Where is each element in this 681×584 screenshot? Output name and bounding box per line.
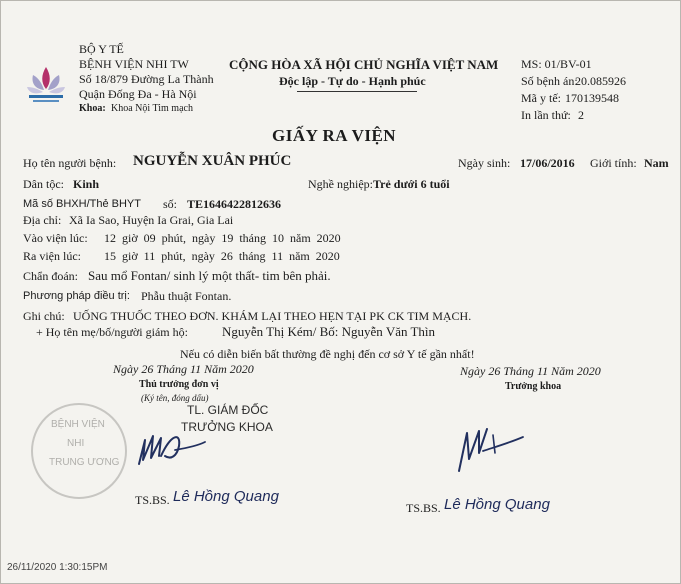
country-motto: Độc lập - Tự do - Hạnh phúc (279, 74, 426, 88)
form-code: MS: 01/BV-01 (521, 57, 592, 71)
left-title-line2: TRƯỞNG KHOA (181, 420, 273, 434)
stamp-line-3: TRUNG ƯƠNG (49, 457, 120, 468)
dob-value: 17/06/2016 (520, 156, 575, 170)
address-value: Xã Ia Sao, Huyện Ia Grai, Gia Lai (69, 213, 234, 227)
left-sign-role: Thủ trưởng đơn vị (139, 379, 219, 390)
stamp-line-2: NHI (67, 438, 85, 449)
guardian-label: + Họ tên mẹ/bố/người giám hộ: (36, 325, 188, 339)
left-signature-icon (131, 426, 211, 481)
note-label: Ghi chú: (23, 309, 65, 323)
print-timestamp: 26/11/2020 1:30:15PM (7, 562, 108, 573)
note-value: UỐNG THUỐC THEO ĐƠN. KHÁM LẠI THEO HẸN TẠI PK CK TIM MẠCH. (73, 309, 472, 323)
country-title: CỘNG HÒA XÃ HỘI CHỦ NGHĨA VIỆT NAM (229, 57, 499, 72)
sex-label: Giới tính: (590, 156, 637, 170)
document-title: GIẤY RA VIỆN (272, 126, 397, 145)
hospital-stamp (31, 403, 127, 499)
hospital-address-line2: Quận Đống Đa - Hà Nội (79, 87, 197, 101)
left-signer-name: Lê Hồng Quang (173, 488, 279, 505)
print-count: 2 (578, 108, 584, 122)
discharge-value: 15 giờ 11 phút, ngày 26 tháng 11 năm 2020 (104, 249, 340, 263)
insurance-prefix: số: (163, 197, 178, 211)
record-number-label: Số bệnh án: (521, 74, 578, 88)
left-signer-prefix: TS.BS. (135, 493, 170, 507)
hospital-address-line1: Số 18/879 Đường La Thành (79, 72, 214, 86)
discharge-label: Ra viện lúc: (23, 249, 81, 263)
advice-text: Nếu có diễn biến bất thường đề nghị đến cơ sở Y tế gần nhất! (180, 347, 475, 361)
department-value: Khoa Nội Tim mạch (111, 103, 193, 114)
ethnic-label: Dân tộc: (23, 177, 64, 191)
job-value: Trẻ dưới 6 tuổi (373, 177, 450, 191)
department-label: Khoa: (79, 103, 106, 114)
job-label: Nghề nghiệp: (308, 177, 373, 191)
insurance-label: Mã số BHXH/Thẻ BHYT (23, 198, 141, 210)
left-sign-date: Ngày 26 Tháng 11 Năm 2020 (113, 362, 254, 376)
medical-code: 170139548 (565, 91, 619, 105)
admit-value: 12 giờ 09 phút, ngày 19 tháng 10 năm 2020 (104, 231, 341, 245)
record-number: 20.085926 (575, 74, 626, 88)
patient-name-label: Họ tên người bệnh: (23, 156, 117, 170)
right-signature-icon (453, 419, 533, 479)
hospital-logo-icon (21, 59, 71, 105)
diagnosis-value: Sau mổ Fontan/ sinh lý một thất- tim bên phải. (88, 268, 331, 283)
address-label: Địa chỉ: (23, 213, 62, 227)
treatment-value: Phẫu thuật Fontan. (141, 289, 232, 303)
left-sign-hint: (Ký tên, đóng dấu) (141, 393, 209, 403)
ethnic-value: Kinh (73, 177, 100, 191)
patient-name: NGUYỄN XUÂN PHÚC (133, 153, 292, 169)
right-sign-date: Ngày 26 Tháng 11 Năm 2020 (460, 364, 601, 378)
insurance-number: TE1646422812636 (187, 197, 282, 211)
print-count-label: In lần thứ: (521, 108, 571, 122)
stamp-line-1: BỆNH VIỆN (51, 419, 105, 430)
diagnosis-label: Chẩn đoán: (23, 269, 78, 283)
motto-underline (297, 91, 417, 92)
admit-label: Vào viện lúc: (23, 231, 88, 245)
right-signer-prefix: TS.BS. (406, 501, 441, 515)
left-title-line1: TL. GIÁM ĐỐC (187, 403, 269, 417)
ministry-name: BỘ Y TẾ (79, 42, 124, 56)
dob-label: Ngày sinh: (458, 156, 511, 170)
hospital-name: BỆNH VIỆN NHI TW (79, 57, 189, 71)
right-sign-role: Trưởng khoa (505, 381, 562, 392)
guardian-value: Nguyễn Thị Kém/ Bố: Nguyễn Văn Thìn (222, 324, 436, 339)
medical-code-label: Mã y tế: (521, 91, 561, 105)
right-signer-name: Lê Hồng Quang (444, 496, 550, 513)
treatment-label: Phương pháp điều trị: (23, 290, 130, 302)
sex-value: Nam (644, 156, 669, 170)
